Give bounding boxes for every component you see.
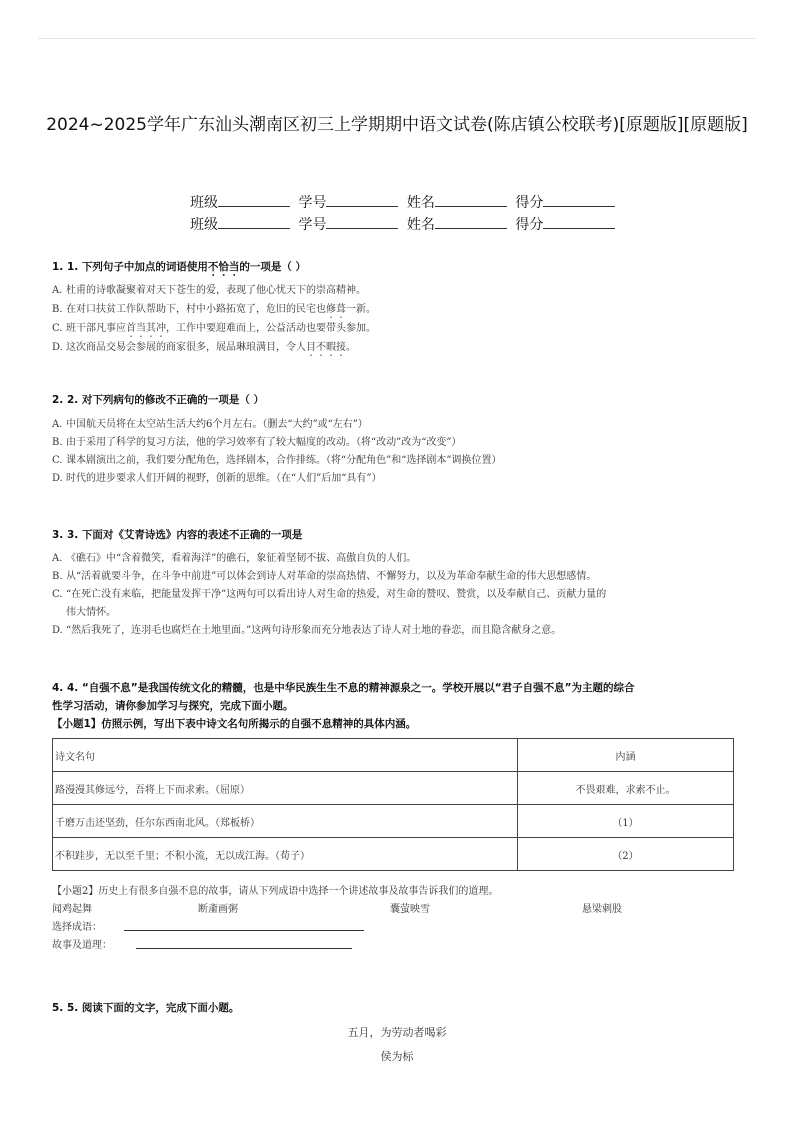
score-blank[interactable]: [543, 194, 615, 207]
idiom-option: 断齑画粥: [198, 904, 238, 915]
q1-option-c[interactable]: C. 班干部凡事应首当其冲，工作中要迎难而上，公益活动也要带头参加。: [52, 323, 376, 334]
q2-option-a[interactable]: A. 中国航天员将在太空站生活大约6个月左右。（删去“大约”或“左右”）: [52, 419, 368, 430]
q1-option-d[interactable]: D. 这次商品交易会参展的商家很多，展品琳琅满目，令人目不暇接。: [52, 342, 356, 353]
story-label: 故事及道理：: [52, 940, 112, 951]
score-label: 得分: [515, 195, 544, 211]
answer-cell-2[interactable]: （2）: [518, 838, 734, 871]
table-row: [53, 838, 734, 871]
table-header-row: [53, 739, 734, 772]
question-4-sub2: 【小题2】历史上有很多自强不息的故事，请从下列成语中选择一个讲述故事及故事告诉我们的道理。: [52, 886, 499, 897]
table-header: 诗文名句: [53, 739, 518, 772]
table-row: [53, 772, 734, 805]
q3-option-b[interactable]: B. 从“活着就要斗争，在斗争中前进”可以体会到诗人对革命的崇高热情、不懈努力，以及为革命奉献生命的伟大思想感情。: [52, 571, 597, 582]
question-1-stem: 1. 1. 下列句子中加点的词语使用不恰当的一项是（ ）: [52, 261, 307, 273]
choose-idiom-label: 选择成语：: [52, 922, 102, 933]
question-2-stem: 2. 2. 对下列病句的修改不正确的一项是（ ）: [52, 394, 265, 406]
question-3-stem: 3. 3. 下面对《艾青诗选》内容的表述不正确的一项是: [52, 529, 303, 541]
class-label: 班级: [190, 195, 218, 211]
table-row: [53, 805, 734, 838]
id-blank[interactable]: [326, 194, 398, 207]
q2-option-c[interactable]: C. 课本剧演出之前，我们要分配角色，选择剧本，合作排练。（将“分配角色”和“选择剧本”调换位置）: [52, 455, 502, 466]
q3-option-d[interactable]: D. “然后我死了，连羽毛也腐烂在土地里面。”这两句诗形象而充分地表达了诗人对土地的眷恋，而且隐含献身之意。: [52, 625, 562, 636]
answer-cell-1[interactable]: （1）: [518, 805, 734, 838]
name-blank[interactable]: [435, 194, 507, 207]
idiom-option: 囊萤映雪: [390, 904, 430, 915]
q1-option-a[interactable]: A. 杜甫的诗歌凝聚着对天下苍生的爱，表现了他心忧天下的崇高精神。: [52, 285, 366, 296]
score-blank[interactable]: [543, 216, 615, 229]
story-blank[interactable]: [136, 948, 352, 949]
question-5-stem: 5. 5. 阅读下面的文字，完成下面小题。: [52, 1002, 240, 1014]
class-blank[interactable]: [218, 216, 290, 229]
table-cell: 不积跬步，无以至千里；不积小流，无以成江海。（荀子）: [53, 838, 518, 871]
table-cell: 路漫漫其修远兮，吾将上下而求索。（屈原）: [53, 772, 518, 805]
article-author: 侯为标: [380, 1050, 414, 1063]
article-title: 五月，为劳动者喝彩: [347, 1026, 447, 1039]
table-header: 内涵: [518, 739, 734, 772]
idiom-option: 悬梁刺股: [582, 904, 622, 915]
question-4-sub1: 【小题1】仿照示例，写出下表中诗文名句所揭示的自强不息精神的具体内涵。: [52, 718, 417, 730]
idiom-option: 闻鸡起舞: [52, 904, 92, 915]
q3-option-c-continued: 伟大情怀。: [66, 607, 116, 618]
question-4-stem-line1: 4. 4. “自强不息”是我国传统文化的精髓，也是中华民族生生不息的精神源泉之一。学校开展以“君子自强不息”为主题的综合: [52, 682, 635, 694]
id-blank[interactable]: [326, 216, 398, 229]
question-4-stem-line2: 性学习活动，请你参加学习与探究，完成下面小题。: [52, 700, 294, 712]
class-label: 班级: [190, 217, 218, 233]
id-label: 学号: [298, 217, 327, 233]
name-label: 姓名: [406, 217, 435, 233]
document-title: 2024~2025学年广东汕头潮南区初三上学期期中语文试卷(陈店镇公校联考)[原题版][原题版]: [46, 115, 748, 135]
info-row-2: [190, 214, 619, 234]
q1-option-b[interactable]: B. 在对口扶贫工作队帮助下，村中小路拓宽了，危旧的民宅也修葺一新。: [52, 304, 376, 315]
id-label: 学号: [298, 195, 327, 211]
q3-option-a[interactable]: A. 《礁石》中“含着微笑，看着海洋”的礁石，象征着坚韧不拔、高傲自负的人们。: [52, 553, 417, 564]
quote-table: [52, 738, 734, 871]
table-cell: 千磨万击还坚劲，任尔东西南北风。（郑板桥）: [53, 805, 518, 838]
table-cell: 不畏艰难，求索不止。: [518, 772, 734, 805]
choose-idiom-blank[interactable]: [124, 930, 364, 931]
q3-option-c[interactable]: C. “在死亡没有来临，把能量发挥干净”这两句可以看出诗人对生命的热爱，对生命的赞叹、赞赏，以及奉献自己、贡献力量的: [52, 589, 607, 600]
class-blank[interactable]: [218, 194, 290, 207]
top-rule: [38, 38, 756, 39]
info-row-1: [190, 192, 619, 212]
name-blank[interactable]: [435, 216, 507, 229]
score-label: 得分: [515, 217, 544, 233]
name-label: 姓名: [406, 195, 435, 211]
emphasis-text: 不恰当: [207, 261, 240, 273]
q2-option-d[interactable]: D. 时代的进步要求人们开阔的视野，创新的思维。（在“人们”后加“具有”）: [52, 473, 382, 484]
q2-option-b[interactable]: B. 由于采用了科学的复习方法，他的学习效率有了较大幅度的改动。（将“改动”改为“改变”）: [52, 437, 462, 448]
